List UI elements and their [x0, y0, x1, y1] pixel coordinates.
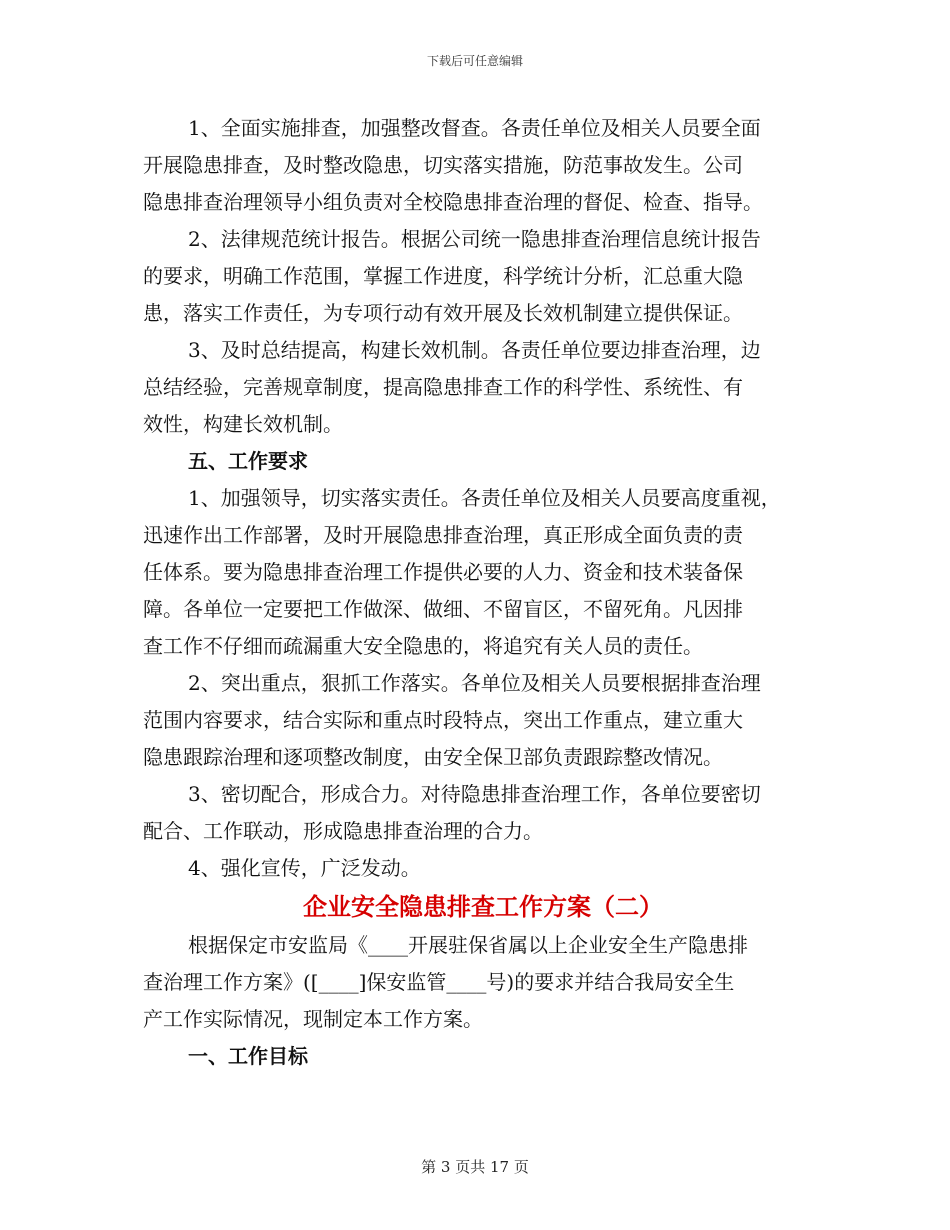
paragraph-inspection	[143, 110, 813, 221]
paragraph-line: 开展隐患排查，及时整改隐患，切实落实措施，防范事故发生。公司	[143, 153, 743, 177]
paragraph-publicity	[143, 850, 813, 887]
section-heading: 一、工作目标	[188, 1044, 308, 1068]
paragraph-line: 3、及时总结提高，构建长效机制。各责任单位要边排查治理，边	[188, 338, 761, 362]
paragraph-line: 3、密切配合，形成合力。对待隐患排查治理工作，各单位要密切	[188, 782, 761, 806]
paragraph-line: 隐患跟踪治理和逐项整改制度，由安全保卫部负责跟踪整改情况。	[143, 745, 723, 769]
header-note: 下载后可任意编辑	[426, 54, 523, 68]
document-title: 企业安全隐患排查工作方案（二）	[303, 892, 663, 921]
paragraph-introduction	[143, 927, 813, 1038]
document-body	[143, 110, 813, 1075]
paragraph-line: 产工作实际情况，现制定本工作方案。	[143, 1007, 483, 1031]
paragraph-line: 范围内容要求，结合实际和重点时段特点，突出工作重点，建立重大	[143, 708, 743, 732]
paragraph-line: 4、强化宣传，广泛发动。	[188, 856, 421, 880]
paragraph-line: 患，落实工作责任，为专项行动有效开展及长效机制建立提供保证。	[143, 301, 743, 325]
paragraph-line: 迅速作出工作部署，及时开展隐患排查治理，真正形成全面负责的责	[143, 523, 743, 547]
paragraph-line: 总结经验，完善规章制度，提高隐患排查工作的科学性、系统性、有	[143, 375, 743, 399]
paragraph-summary	[143, 332, 813, 443]
section-heading: 五、工作要求	[188, 449, 308, 473]
paragraph-line: 任体系。要为隐患排查治理工作提供必要的人力、资金和技术装备保	[143, 560, 743, 584]
paragraph-line: 的要求，明确工作范围，掌握工作进度，科学统计分析，汇总重大隐	[143, 264, 743, 288]
paragraph-line: 查治理工作方案》([____]保安监管____号)的要求并结合我局安全生	[143, 970, 735, 994]
paragraph-line: 配合、工作联动，形成隐患排查治理的合力。	[143, 819, 543, 843]
paragraph-line: 2、法律规范统计报告。根据公司统一隐患排查治理信息统计报告	[188, 227, 761, 251]
paragraph-line: 障。各单位一定要把工作做深、做细、不留盲区，不留死角。凡因排	[143, 597, 743, 621]
paragraph-cooperation	[143, 776, 813, 850]
section-heading-goals	[143, 1038, 813, 1075]
page-number-footer: 第 3 页共 17 页	[421, 1158, 529, 1176]
paragraph-line: 1、全面实施排查，加强整改督查。各责任单位及相关人员要全面	[188, 116, 761, 140]
paragraph-line: 1、加强领导，切实落实责任。各责任单位及相关人员要高度重视，	[188, 486, 781, 510]
paragraph-line: 隐患排查治理领导小组负责对全校隐患排查治理的督促、检查、指导。	[143, 190, 763, 214]
paragraph-line: 根据保定市安监局《____开展驻保省属以上企业安全生产隐患排	[188, 933, 748, 957]
paragraph-line: 效性，构建长效机制。	[143, 412, 343, 436]
paragraph-line: 查工作不仔细而疏漏重大安全隐患的，将追究有关人员的责任。	[143, 634, 703, 658]
section-heading-requirements	[143, 443, 813, 480]
paragraph-statistics	[143, 221, 813, 332]
paragraph-leadership	[143, 480, 813, 665]
paragraph-line: 2、突出重点，狠抓工作落实。各单位及相关人员要根据排查治理	[188, 671, 761, 695]
paragraph-focus	[143, 665, 813, 776]
